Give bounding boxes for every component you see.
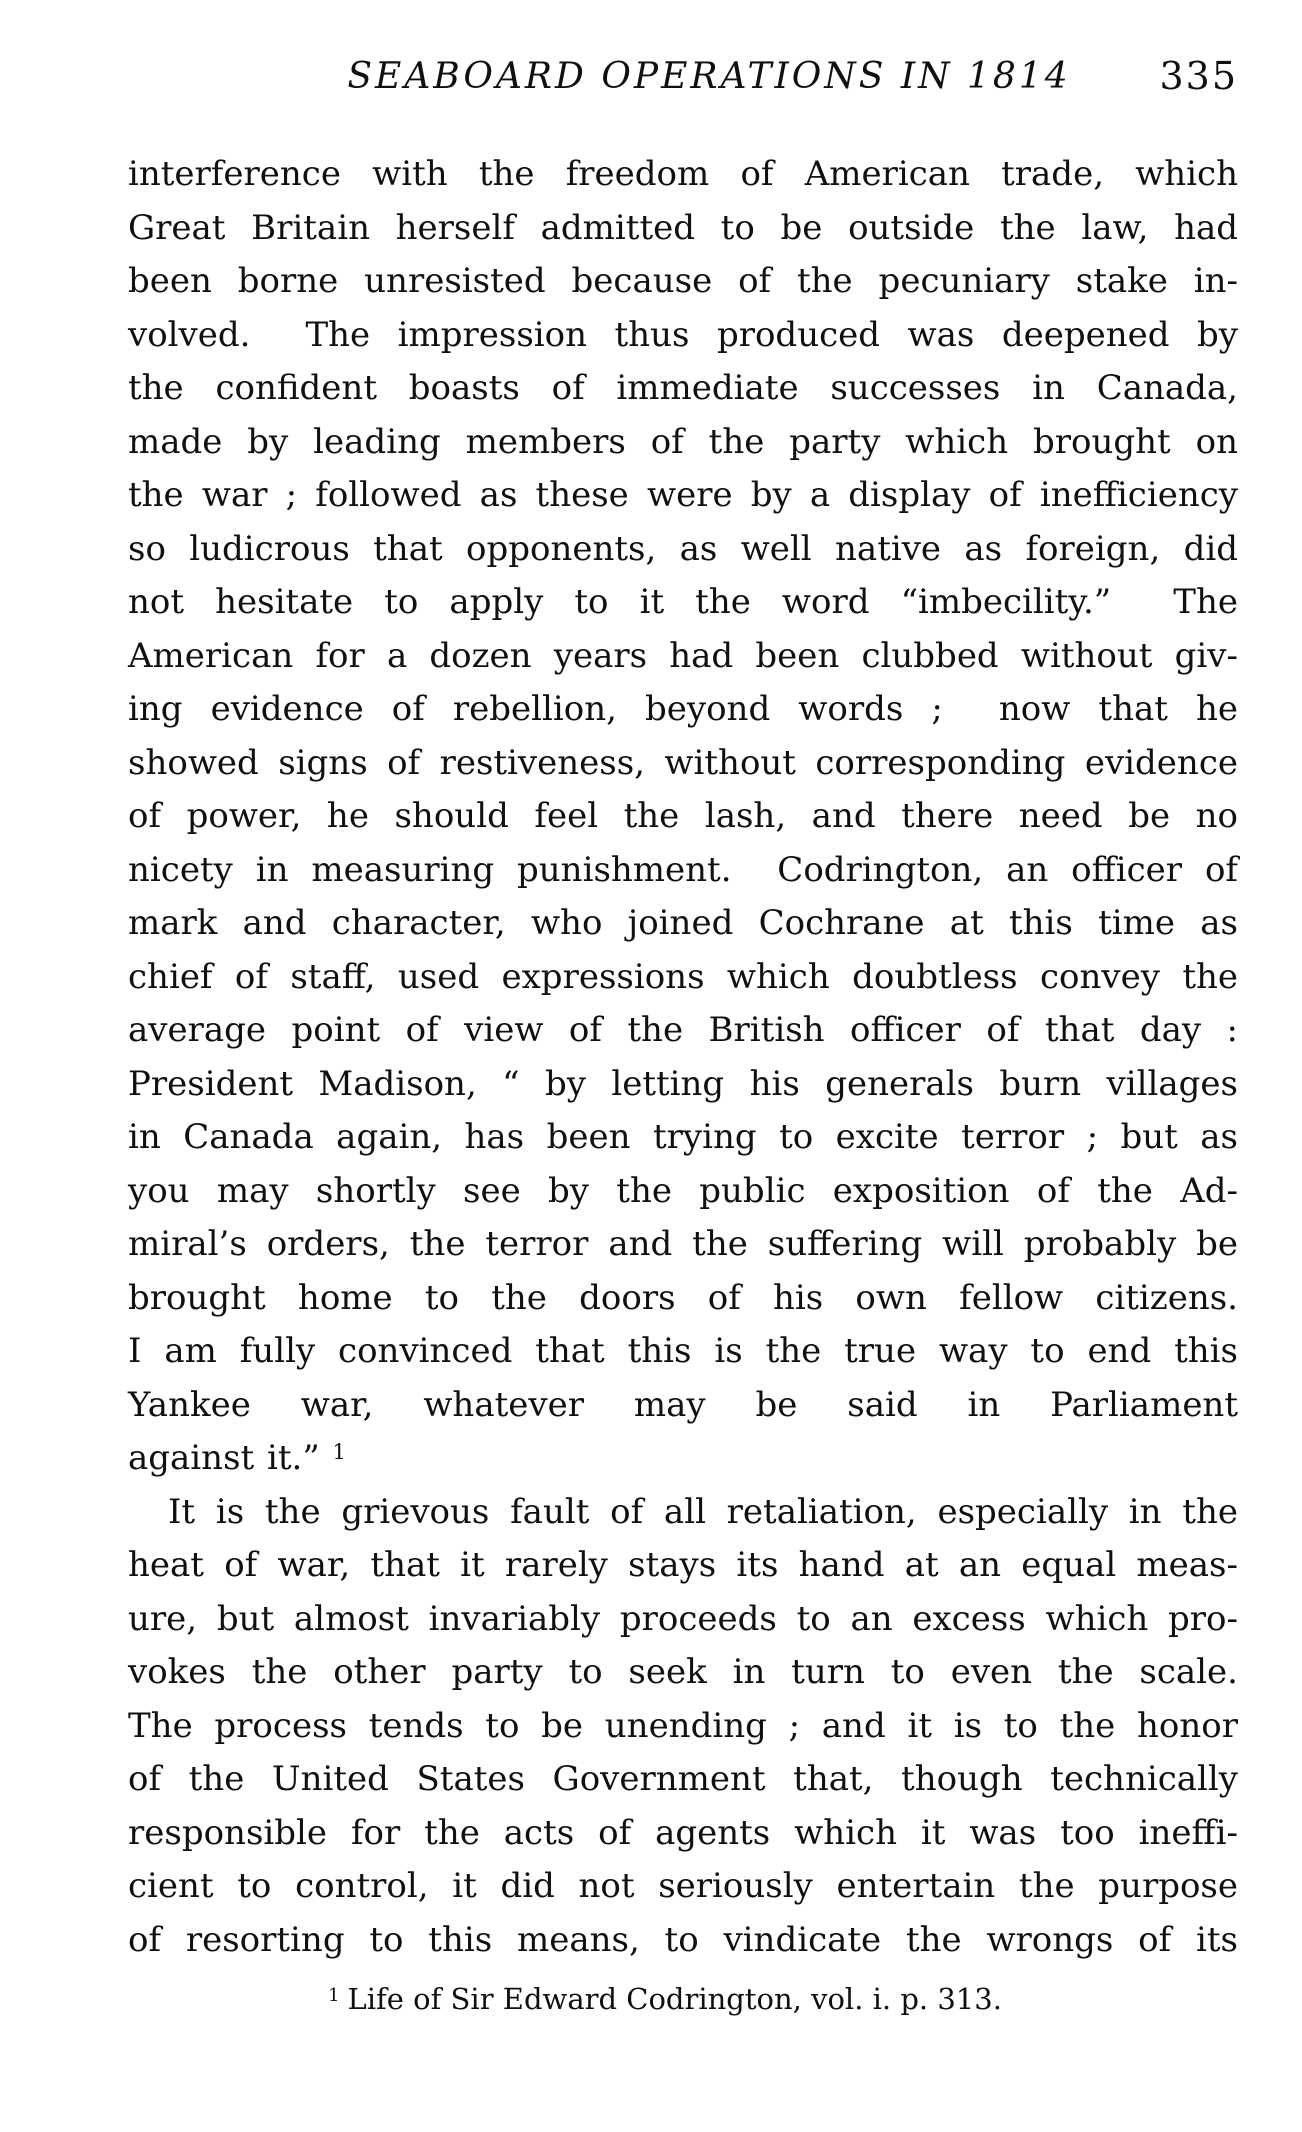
- text-line: miral’s orders, the terror and the suffering will probably be: [128, 1224, 1238, 1264]
- footnote: [110, 1982, 1220, 2016]
- footnote-text: Life of Sir Edward Codrington, vol. i. p. 313.: [347, 1982, 1002, 2016]
- footnote-reference: 1: [332, 1439, 346, 1464]
- text-line: I am fully convinced that this is the true way to end this: [128, 1331, 1238, 1371]
- text-line: Yankee war, whatever may be said in Parliament: [128, 1384, 1238, 1425]
- text-line: made by leading members of the party which brought on: [128, 421, 1238, 462]
- text-line: of power, he should feel the lash, and there need be no: [128, 796, 1238, 836]
- page-body-text: [128, 148, 1238, 1967]
- text-line: the confident boasts of immediate successes in Canada,: [128, 368, 1238, 408]
- footnote-marker: 1: [328, 1985, 340, 2006]
- text-line: interference with the freedom of American trade, which: [128, 154, 1238, 194]
- text-line: Great Britain herself admitted to be outside the law, had: [128, 207, 1238, 248]
- text-line: been borne unresisted because of the pecuniary stake in-: [128, 261, 1238, 301]
- text-line: chief of staff, used expressions which doubtless convey the: [128, 956, 1238, 997]
- text-line: average point of view of the British officer of that day :: [128, 1010, 1238, 1050]
- text-line: you may shortly see by the public exposition of the Ad-: [128, 1170, 1238, 1211]
- text-line: in Canada again, has been trying to excite terror ; but as: [128, 1117, 1238, 1157]
- text-line: showed signs of restiveness, without corresponding evidence: [128, 742, 1238, 783]
- text-line: American for a dozen years had been clubbed without giv-: [128, 635, 1238, 676]
- text-line: nicety in measuring punishment. Codrington, an officer of: [128, 849, 1238, 890]
- text-line: brought home to the doors of his own fellow citizens.: [128, 1277, 1238, 1318]
- text-line: of resorting to this means, to vindicate the wrongs of its: [128, 1919, 1238, 1960]
- text-line: volved. The impression thus produced was deepened by: [128, 314, 1238, 355]
- text-line: The process tends to be unending ; and it is to the honor: [128, 1705, 1238, 1746]
- text-line: vokes the other party to seek in turn to even the scale.: [128, 1652, 1238, 1692]
- running-head: [128, 56, 1238, 104]
- text-line: President Madison, “ by letting his generals burn villages: [128, 1063, 1238, 1104]
- text-line: It is the grievous fault of all retaliation, especially in the: [168, 1491, 1238, 1532]
- text-line: of the United States Government that, though technically: [128, 1759, 1238, 1799]
- page-number: 335: [1159, 54, 1238, 98]
- text-line: against it.” $^1$: [128, 1438, 346, 1478]
- running-head-title: SEABOARD OPERATIONS IN 1814: [347, 56, 1071, 97]
- text-line: the war ; followed as these were by a display of inefficiency: [128, 475, 1238, 515]
- text-line: heat of war, that it rarely stays its hand at an equal meas-: [128, 1545, 1238, 1585]
- text-line: cient to control, it did not seriously entertain the purpose: [128, 1866, 1238, 1906]
- text-line: responsible for the acts of agents which it was too ineffi-: [128, 1812, 1238, 1853]
- text-line: ing evidence of rebellion, beyond words ; now that he: [128, 689, 1238, 729]
- text-line: ure, but almost invariably proceeds to an excess which pro-: [128, 1598, 1238, 1639]
- text-line: not hesitate to apply to it the word “imbecility.” The: [128, 582, 1238, 622]
- text-line: mark and character, who joined Cochrane at this time as: [128, 903, 1238, 943]
- text-line: so ludicrous that opponents, as well native as foreign, did: [128, 528, 1238, 569]
